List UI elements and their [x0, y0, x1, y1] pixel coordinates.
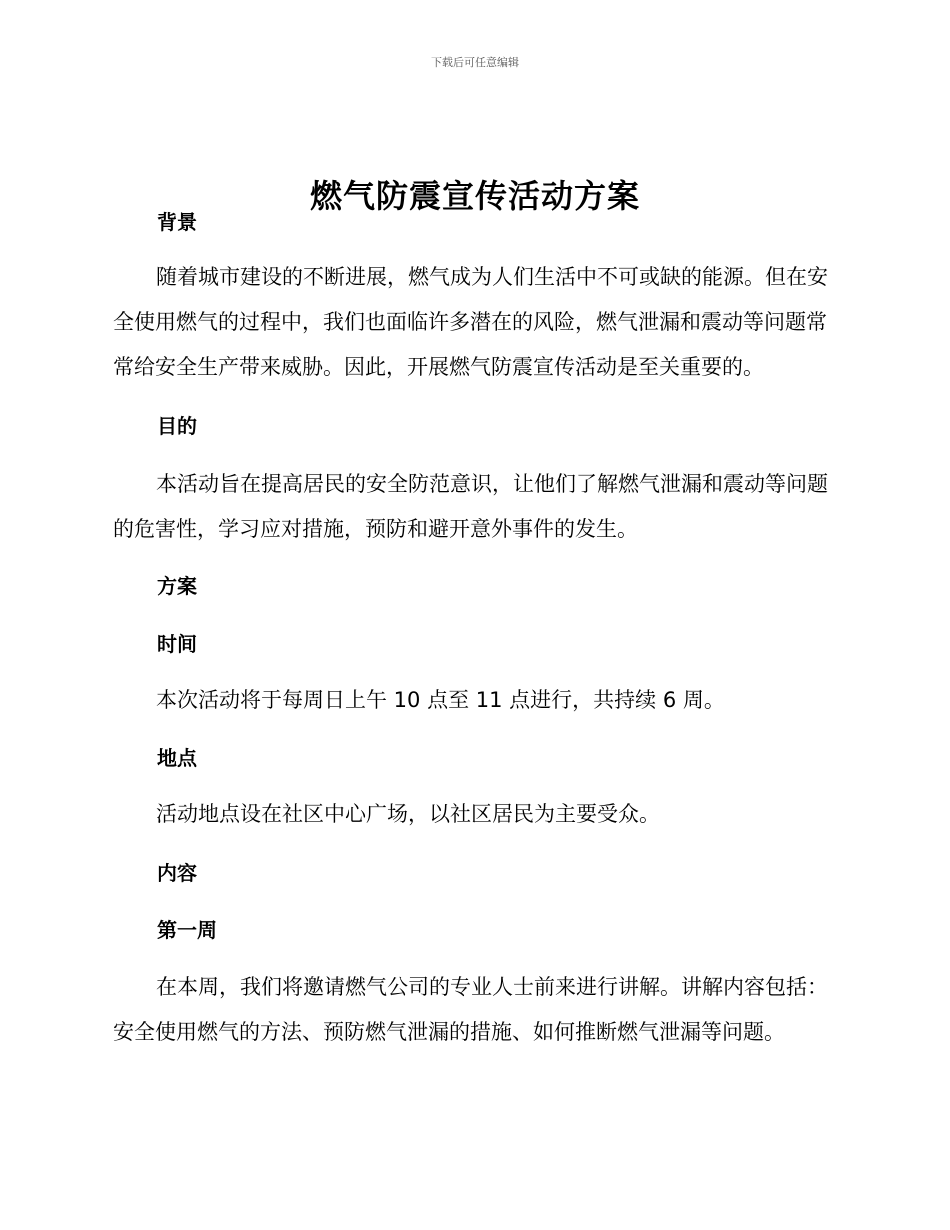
section-text-purpose: 本活动旨在提高居民的安全防范意识，让他们了解燃气泄漏和震动等问题的危害性，学习应对措施，预防和避开意外事件的发生。 [113, 472, 828, 541]
section-heading-content: 内容 [157, 861, 197, 885]
document-title: 燃气防震宣传活动方案 [309, 177, 640, 216]
section-heading-background: 背景 [157, 210, 197, 234]
page-header-note: 下载后可任意编辑 [431, 56, 519, 69]
section-text-week1: 在本周，我们将邀请燃气公司的专业人士前来进行讲解。讲解内容包括：安全使用燃气的方法、预防燃气泄漏的措施、如何推断燃气泄漏等问题。 [113, 975, 828, 1044]
section-text-location: 活动地点设在社区中心广场，以社区居民为主要受众。 [156, 802, 660, 826]
section-heading-week1: 第一周 [157, 918, 217, 942]
section-heading-purpose: 目的 [157, 414, 197, 438]
section-heading-time: 时间 [157, 632, 197, 656]
section-heading-plan: 方案 [157, 574, 197, 598]
section-heading-location: 地点 [157, 746, 197, 770]
section-text-time: 本次活动将于每周日上午 10 点至 11 点进行，共持续 6 周。 [156, 688, 725, 712]
section-text-background: 随着城市建设的不断进展，燃气成为人们生活中不可或缺的能源。但在安全使用燃气的过程中，我们也面临许多潜在的风险，燃气泄漏和震动等问题常常给安全生产带来威胁。因此，开展燃气防震宣传活动是至关重要的。 [113, 265, 828, 379]
